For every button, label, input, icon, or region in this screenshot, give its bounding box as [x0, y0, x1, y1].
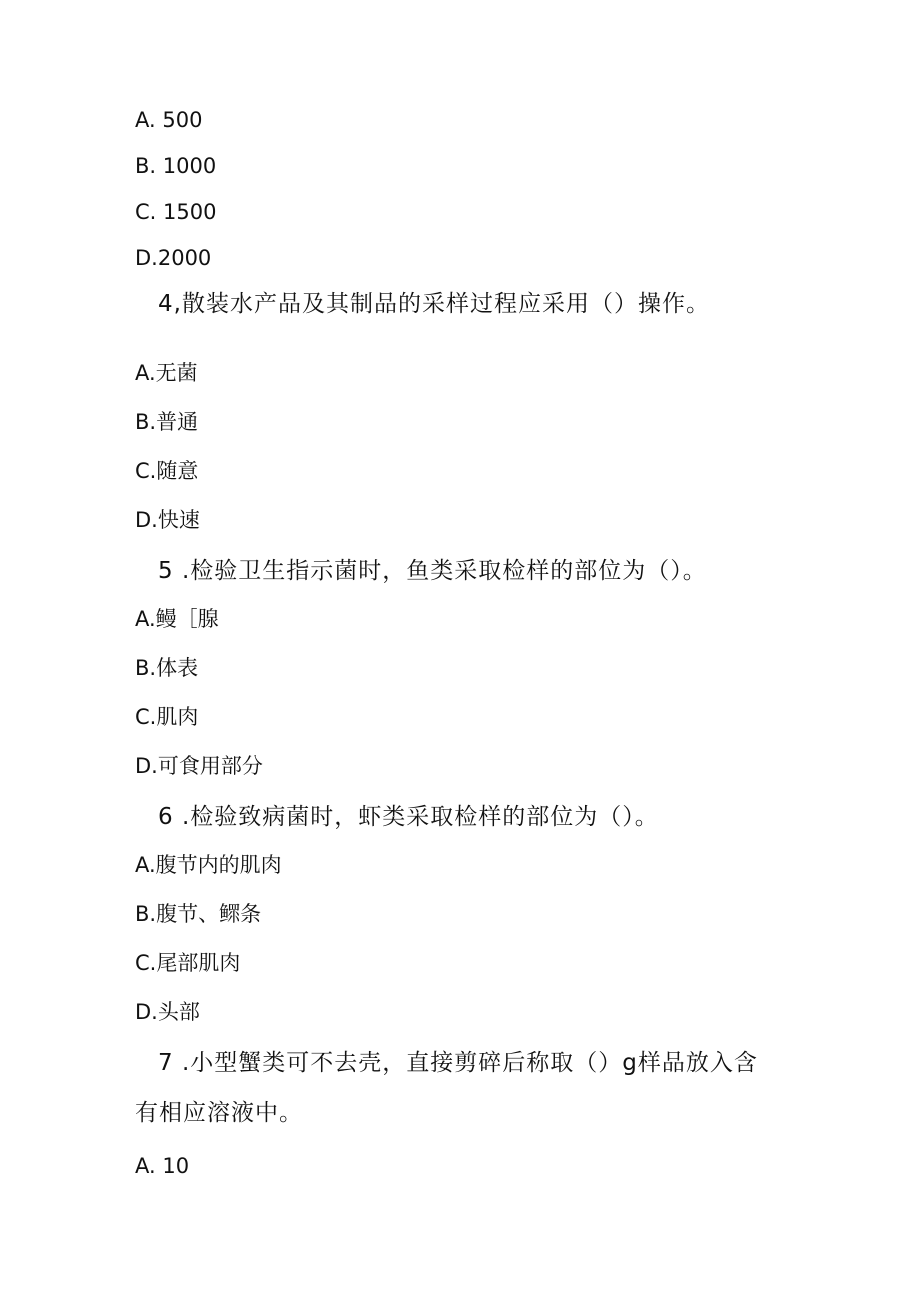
question-line: 5 .检验卫生指示菌时，鱼类采取检样的部位为（）。	[158, 558, 707, 584]
option-line: D.可食用部分	[135, 754, 263, 778]
option-line: B.体表	[135, 656, 199, 680]
option-line: A.无菌	[135, 361, 198, 385]
question-continuation-line: 有相应溶液中。	[135, 1100, 303, 1126]
question-line: 6 .检验致病菌时，虾类采取检样的部位为（）。	[158, 804, 659, 830]
option-line: D.2000	[135, 246, 212, 270]
option-line: C.肌肉	[135, 705, 199, 729]
option-line: B.腹节、鳏条	[135, 902, 262, 926]
option-line: C.尾部肌肉	[135, 951, 241, 975]
option-line: D.头部	[135, 1000, 200, 1024]
option-line: A.鳗［腺	[135, 607, 219, 631]
question-line: 4,散装水产品及其制品的采样过程应采用（）操作。	[158, 291, 710, 317]
option-line: B. 1000	[135, 154, 217, 178]
option-line: A. 10	[135, 1154, 190, 1178]
question-line: 7 .小型蟹类可不去壳，直接剪碎后称取（）g样品放入含	[158, 1050, 758, 1076]
option-line: A. 500	[135, 108, 203, 132]
option-line: C.随意	[135, 459, 199, 483]
option-line: C. 1500	[135, 200, 217, 224]
option-line: D.快速	[135, 508, 200, 532]
option-line: B.普通	[135, 410, 199, 434]
option-line: A.腹节内的肌肉	[135, 853, 282, 877]
